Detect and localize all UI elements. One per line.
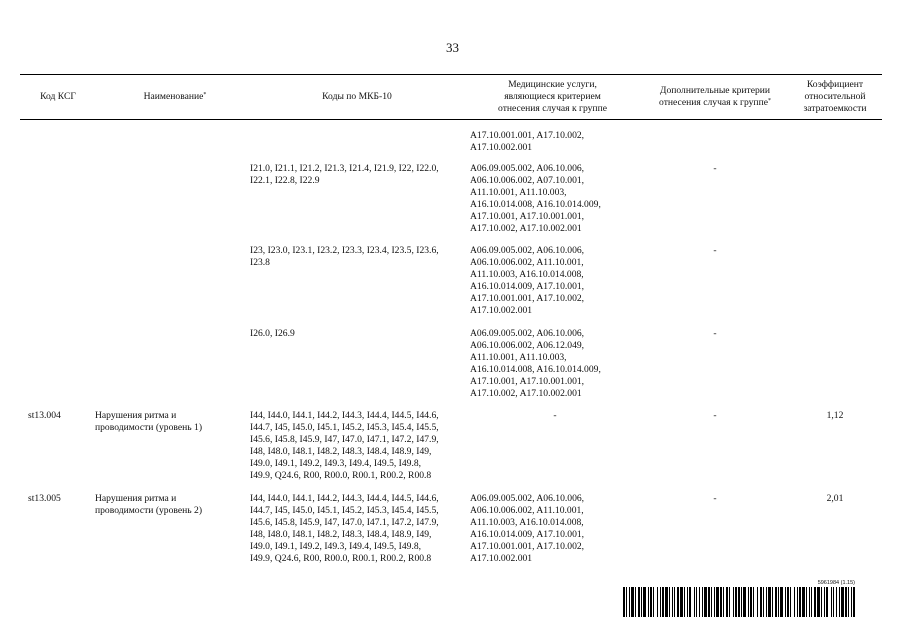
row2-mkb-codes: I23, I23.0, I23.1, I23.2, I23.3, I23.4, I23.5, I23.6, I23.8 <box>250 245 439 268</box>
row1-mkb-codes: I21.0, I21.1, I21.2, I21.3, I21.4, I21.9, I22, I22.0, I22.1, I22.8, I22.9 <box>250 163 439 186</box>
row1-criteria: - <box>713 163 717 174</box>
row5-code: st13.005 <box>28 493 61 504</box>
table-header-top-rule <box>20 74 882 75</box>
row0-services: A17.10.001.001, A17.10.002, A17.10.002.001 <box>470 130 585 153</box>
header-services: Медицинские услуги, являющиеся критерием отнесения случая к группе <box>498 79 607 114</box>
row2-criteria: - <box>713 245 717 256</box>
header-coefficient: Коэффициент относительной затратоемкости <box>803 79 867 114</box>
row4-coefficient: 1,12 <box>826 410 844 421</box>
row4-name: Нарушения ритма и проводимости (уровень 1) <box>95 410 203 433</box>
row3-criteria: - <box>713 328 717 339</box>
row5-name: Нарушения ритма и проводимости (уровень 2) <box>95 493 203 516</box>
row4-mkb-codes: I44, I44.0, I44.1, I44.2, I44.3, I44.4, I44.5, I44.6, I44.7, I45, I45.0, I45.1, I45.2, I45.3, I45.4, I45.5, I45.6, I45.8, I45.9, I47, I47.0, I47.1, I47.2, I47.9, I48, I48.0, I48.1, I48.2, I48.3, I48.4, I48.9, I49, I49.0, I49.1, I49.2, I49.3, I49.4, I49.5, I49.8, I49.9, Q24.6, R00, R00.0, R00.1, R00.2, R00.8 <box>250 410 439 481</box>
header-mkb: Коды по МКБ-10 <box>322 91 392 102</box>
row4-services: - <box>553 410 557 421</box>
barcode-number: 5961984 (1.15) <box>817 580 855 586</box>
row3-services: A06.09.005.002, A06.10.006, A06.10.006.002, A06.12.049, A11.10.001, A11.10.003, A16.10.014.008, A16.10.014.009, A17.10.001, A17.10.001.001, A17.10.002, A17.10.002.001 <box>470 328 601 399</box>
barcode-image <box>623 587 855 617</box>
row3-mkb-codes: I26.0, I26.9 <box>250 328 295 339</box>
header-criteria: Дополнительные критерии отнесения случая к группе* <box>659 85 771 108</box>
row2-services: A06.09.005.002, A06.10.006, A06.10.006.002, A11.10.001, A11.10.003, A16.10.014.008, A16.10.014.009, A17.10.001, A17.10.001.001, A17.10.002, A17.10.002.001 <box>470 245 585 316</box>
barcode-block <box>623 580 855 617</box>
table-header-bottom-rule <box>20 119 882 120</box>
row5-criteria: - <box>713 493 717 504</box>
header-code: Код КСГ <box>40 91 76 102</box>
row5-services: A06.09.005.002, A06.10.006, A06.10.006.002, A11.10.001, A11.10.003, A16.10.014.008, A16.10.014.009, A17.10.001, A17.10.001.001, A17.10.002, A17.10.002.001 <box>470 493 585 564</box>
row4-code: st13.004 <box>28 410 61 421</box>
row5-mkb-codes: I44, I44.0, I44.1, I44.2, I44.3, I44.4, I44.5, I44.6, I44.7, I45, I45.0, I45.1, I45.2, I45.3, I45.4, I45.5, I45.6, I45.8, I45.9, I47, I47.0, I47.1, I47.2, I47.9, I48, I48.0, I48.1, I48.2, I48.3, I48.4, I48.9, I49, I49.0, I49.1, I49.2, I49.3, I49.4, I49.5, I49.8, I49.9, Q24.6, R00, R00.0, R00.1, R00.2, R00.8 <box>250 493 439 564</box>
row1-services: A06.09.005.002, A06.10.006, A06.10.006.002, A07.10.001, A11.10.001, A11.10.003, A16.10.014.008, A16.10.014.009, A17.10.001, A17.10.001.001, A17.10.002, A17.10.002.001 <box>470 163 601 234</box>
page-number: 33 <box>446 40 459 55</box>
header-name: Наименование* <box>143 91 207 102</box>
row5-coefficient: 2,01 <box>826 493 844 504</box>
row4-criteria: - <box>713 410 717 421</box>
